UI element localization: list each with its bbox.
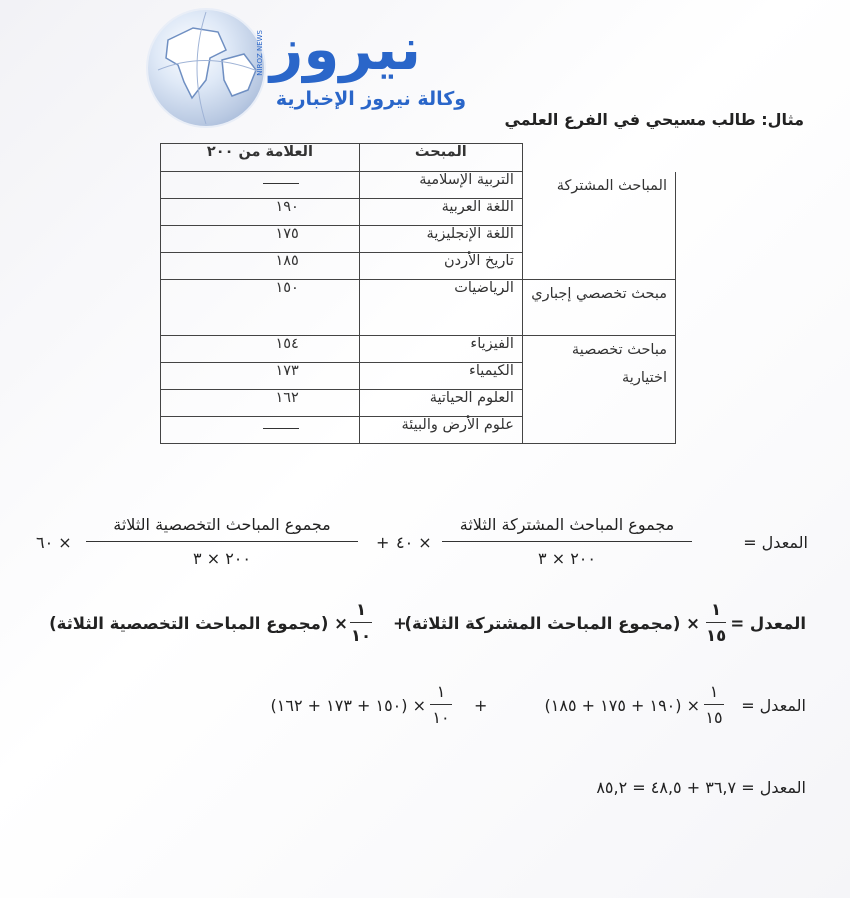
subject-cell: علوم الأرض والبيئة bbox=[359, 417, 522, 444]
fraction-denominator: ١٥ bbox=[705, 708, 723, 727]
header-subject: المبحث bbox=[359, 144, 522, 172]
mark-cell: ١٩٠ bbox=[161, 199, 360, 226]
logo-agency-name: وكالة نيروز الإخبارية bbox=[275, 88, 467, 110]
header-blank bbox=[522, 144, 675, 172]
mark-cell: ١٨٥ bbox=[161, 253, 360, 280]
formula-term: × (١٥٠ + ١٧٣ + ١٦٢) bbox=[270, 696, 426, 715]
mark-cell: ١٥٠ bbox=[161, 280, 360, 336]
formula-label: المعدل = bbox=[730, 614, 806, 633]
subject-cell: التربية الإسلامية bbox=[359, 172, 522, 199]
subject-cell: تاريخ الأردن bbox=[359, 253, 522, 280]
group-label: المباحث المشتركة bbox=[522, 172, 675, 280]
mark-cell: ١٦٢ bbox=[161, 390, 360, 417]
subject-cell: الفيزياء bbox=[359, 336, 522, 363]
subject-cell: اللغة العربية bbox=[359, 199, 522, 226]
fraction-denominator: ٢٠٠ × ٣ bbox=[538, 549, 596, 568]
fraction-bar bbox=[442, 541, 692, 542]
table-row bbox=[161, 336, 676, 363]
formula-label: المعدل = bbox=[741, 696, 806, 715]
formula-label: المعدل = bbox=[743, 533, 808, 552]
fraction-denominator: ١٠ bbox=[350, 626, 372, 645]
multiplier: × ٤٠ bbox=[396, 533, 432, 552]
table-row bbox=[161, 172, 676, 199]
fraction-numerator: ١ bbox=[355, 600, 367, 619]
mark-cell bbox=[161, 417, 360, 444]
subjects-table bbox=[160, 143, 676, 444]
formula-4: المعدل = ٣٦,٧ + ٤٨,٥ = ٨٥,٢ bbox=[596, 778, 806, 797]
header-mark: العلامة من ٢٠٠ bbox=[161, 144, 360, 172]
fraction-denominator: ٢٠٠ × ٣ bbox=[193, 549, 251, 568]
logo-news-tag: NIROZ NEWS bbox=[256, 30, 264, 76]
fraction-bar bbox=[350, 622, 372, 623]
subject-cell: الكيمياء bbox=[359, 363, 522, 390]
fraction-numerator: ١ bbox=[710, 600, 722, 619]
plus-sign: + bbox=[474, 696, 488, 715]
fraction-numerator: ١ bbox=[436, 682, 446, 701]
group-label: مباحث تخصصية اختيارية bbox=[522, 336, 675, 444]
formula-term: × (مجموع المباحث التخصصية الثلاثة) bbox=[49, 614, 348, 633]
table-header bbox=[161, 144, 676, 172]
formula-3 bbox=[0, 680, 850, 740]
fraction-bar bbox=[704, 704, 724, 705]
dash-mark bbox=[263, 428, 299, 429]
subject-cell: الرياضيات bbox=[359, 280, 522, 336]
mark-cell: ١٧٥ bbox=[161, 226, 360, 253]
fraction-bar bbox=[86, 541, 358, 542]
formula-term: × (١٩٠ + ١٧٥ + ١٨٥) bbox=[544, 696, 700, 715]
plus-sign: + bbox=[376, 533, 390, 552]
fraction-numerator: مجموع المباحث المشتركة الثلاثة bbox=[459, 515, 675, 534]
subject-cell: العلوم الحياتية bbox=[359, 390, 522, 417]
example-title: مثال: طالب مسيحي في الفرع العلمي bbox=[504, 110, 804, 129]
niroz-logo bbox=[148, 10, 478, 125]
dash-mark bbox=[263, 183, 299, 184]
fraction-denominator: ١٥ bbox=[706, 626, 727, 645]
mark-cell bbox=[161, 172, 360, 199]
subject-cell: اللغة الإنجليزية bbox=[359, 226, 522, 253]
formula-2 bbox=[0, 598, 850, 658]
fraction-numerator: ١ bbox=[709, 682, 719, 701]
group-label: مبحث تخصصي إجباري bbox=[522, 280, 675, 336]
table-row bbox=[161, 280, 676, 336]
fraction-bar bbox=[430, 704, 452, 705]
formula-term: × (مجموع المباحث المشتركة الثلاثة) bbox=[404, 614, 700, 633]
fraction-denominator: ١٠ bbox=[432, 708, 450, 727]
fraction-numerator: مجموع المباحث التخصصية الثلاثة bbox=[113, 515, 331, 534]
fraction-bar bbox=[706, 622, 726, 623]
plus-sign: + bbox=[393, 614, 407, 633]
mark-cell: ١٧٣ bbox=[161, 363, 360, 390]
logo-wordmark: نيروز bbox=[270, 15, 421, 83]
multiplier: × ٦٠ bbox=[36, 533, 72, 552]
mark-cell: ١٥٤ bbox=[161, 336, 360, 363]
formula-1 bbox=[0, 505, 850, 575]
globe-icon bbox=[148, 10, 264, 126]
